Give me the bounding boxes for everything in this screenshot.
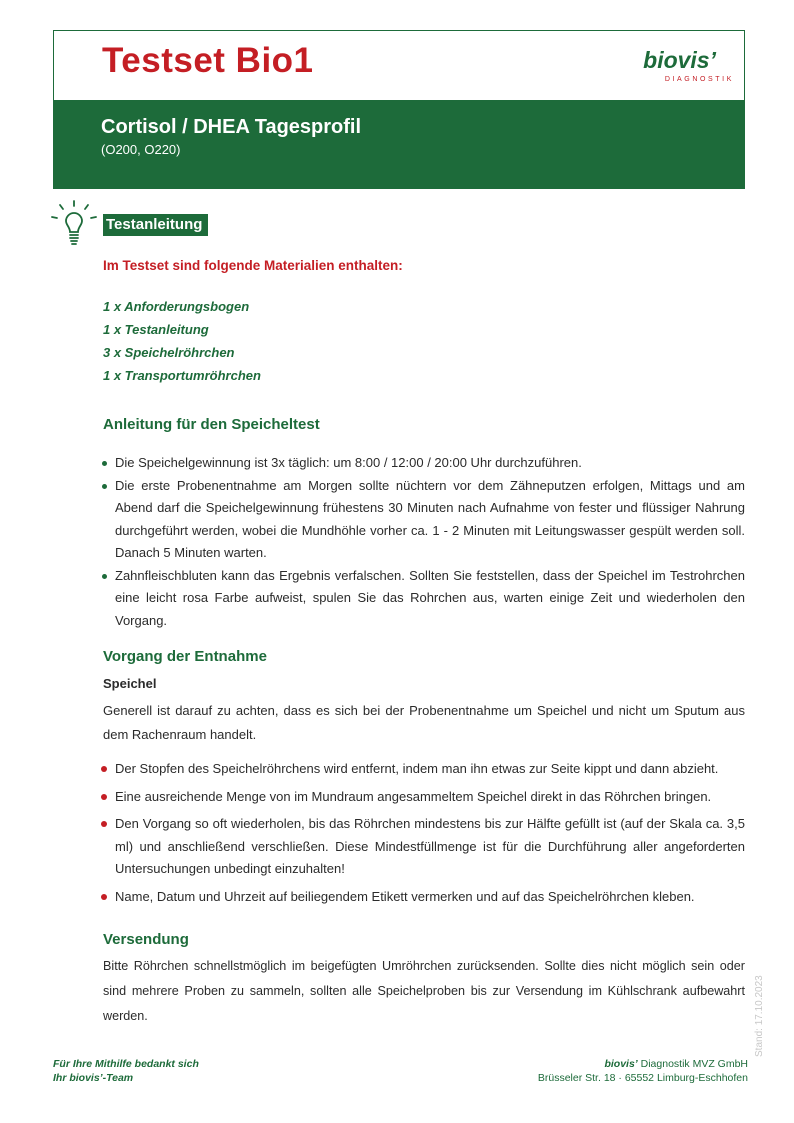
list-item: Name, Datum und Uhrzeit auf beiliegendem Etikett vermerken und auf das Speichelröhrchen kleben. xyxy=(101,886,745,909)
footer-thanks xyxy=(53,1057,199,1085)
header xyxy=(53,30,745,100)
page-title: Testset Bio1 xyxy=(102,41,314,80)
procedure-heading: Vorgang der Entnahme xyxy=(103,648,267,665)
footer-company xyxy=(538,1057,748,1071)
material-item: 1 x Testanleitung xyxy=(103,322,209,337)
title-band xyxy=(53,100,745,189)
footer-brand: biovis’ xyxy=(604,1058,638,1070)
list-item: Die Speichelgewinnung ist 3x täglich: um 8:00 / 12:00 / 20:00 Uhr durchzuführen. xyxy=(101,452,745,475)
footer-address xyxy=(538,1057,748,1085)
footer-street: Brüsseler Str. 18 · 65552 Limburg-Eschhofen xyxy=(537,1072,748,1084)
shipping-text: Bitte Röhrchen schnellstmöglich im beigefügten Umröhrchen zurücksenden. Sollte dies nicht möglich sein oder sind mehrere Proben zu sammeln, sollten alle Speichelproben bis zur Versendung im Kühlschrank aufbewahrt werden. xyxy=(103,959,745,1023)
material-item: 3 x Speichelröhrchen xyxy=(103,345,235,360)
list-item: Die erste Probenentnahme am Morgen sollte nüchtern vor dem Zähneputzen erfolgen, Mittags und am Abend darf die Speichelgewinnung frühestens 30 Minuten nach Aufnahme von fester und flüssiger Nahrung durchgeführt werden, wobei die Mundhöhle vorher ca. 1 - 2 Minuten mit Leitungswasser gespült werden soll. Danach 5 Minuten warten. xyxy=(101,475,745,565)
list-item: Eine ausreichende Menge von im Mundraum angesammeltem Speichel direkt in das Röhrchen bringen. xyxy=(101,786,745,809)
procedure-subheading: Speichel xyxy=(103,676,157,691)
test-title: Cortisol / DHEA Tagesprofil xyxy=(101,116,362,138)
logo-subtitle: DIAGNOSTIK xyxy=(664,76,734,83)
procedure-list xyxy=(101,758,745,908)
list-item: Zahnfleischbluten kann das Ergebnis verfalschen. Sollten Sie feststellen, dass der Speichel im Testrohrchen eine leicht rosa Farbe aufweist, spulen Sie das Rohrchen aus, warten einige Zeit und wiederholen den Vorgang. xyxy=(101,565,745,633)
logo-wordmark: biovis’ xyxy=(643,47,716,73)
footer-thanks-line2: Ihr biovis’-Team xyxy=(53,1072,134,1084)
materials-heading: Im Testset sind folgende Materialien enthalten: xyxy=(103,258,403,273)
footer-thanks-line1: Für Ihre Mithilfe bedankt sich xyxy=(53,1058,199,1070)
revision-date: Stand: 17.10.2023 xyxy=(754,975,765,1057)
lightbulb-icon xyxy=(49,200,99,250)
main-content xyxy=(103,258,745,1029)
material-item: 1 x Transportumröhrchen xyxy=(103,368,261,383)
instructions-heading: Anleitung für den Speicheltest xyxy=(103,416,320,433)
instructions-list xyxy=(101,452,745,632)
list-item: Der Stopfen des Speichelröhrchens wird entfernt, indem man ihn etwas zur Seite kippt und dann abzieht. xyxy=(101,758,745,781)
procedure-intro: Generell ist darauf zu achten, dass es sich bei der Probenentnahme um Speichel und nicht um Sputum aus dem Rachenraum handelt. xyxy=(103,703,745,742)
biovis-logo xyxy=(628,47,738,91)
test-codes: (O200, O220) xyxy=(101,142,181,157)
footer-company-name: Diagnostik MVZ GmbH xyxy=(637,1058,748,1070)
material-item: 1 x Anforderungsbogen xyxy=(103,299,250,314)
list-item: Den Vorgang so oft wiederholen, bis das Röhrchen mindestens bis zur Hälfte gefüllt ist (auf der Skala ca. 3,5 ml) und anschließend verschließen. Diese Mindestfüllmenge ist für die Durchführung aller angeforderten Untersuchungen unbedingt einzuhalten! xyxy=(101,813,745,881)
shipping-heading: Versendung xyxy=(103,931,189,948)
materials-list xyxy=(103,295,745,387)
section-label-testanleitung: Testanleitung xyxy=(103,214,208,236)
